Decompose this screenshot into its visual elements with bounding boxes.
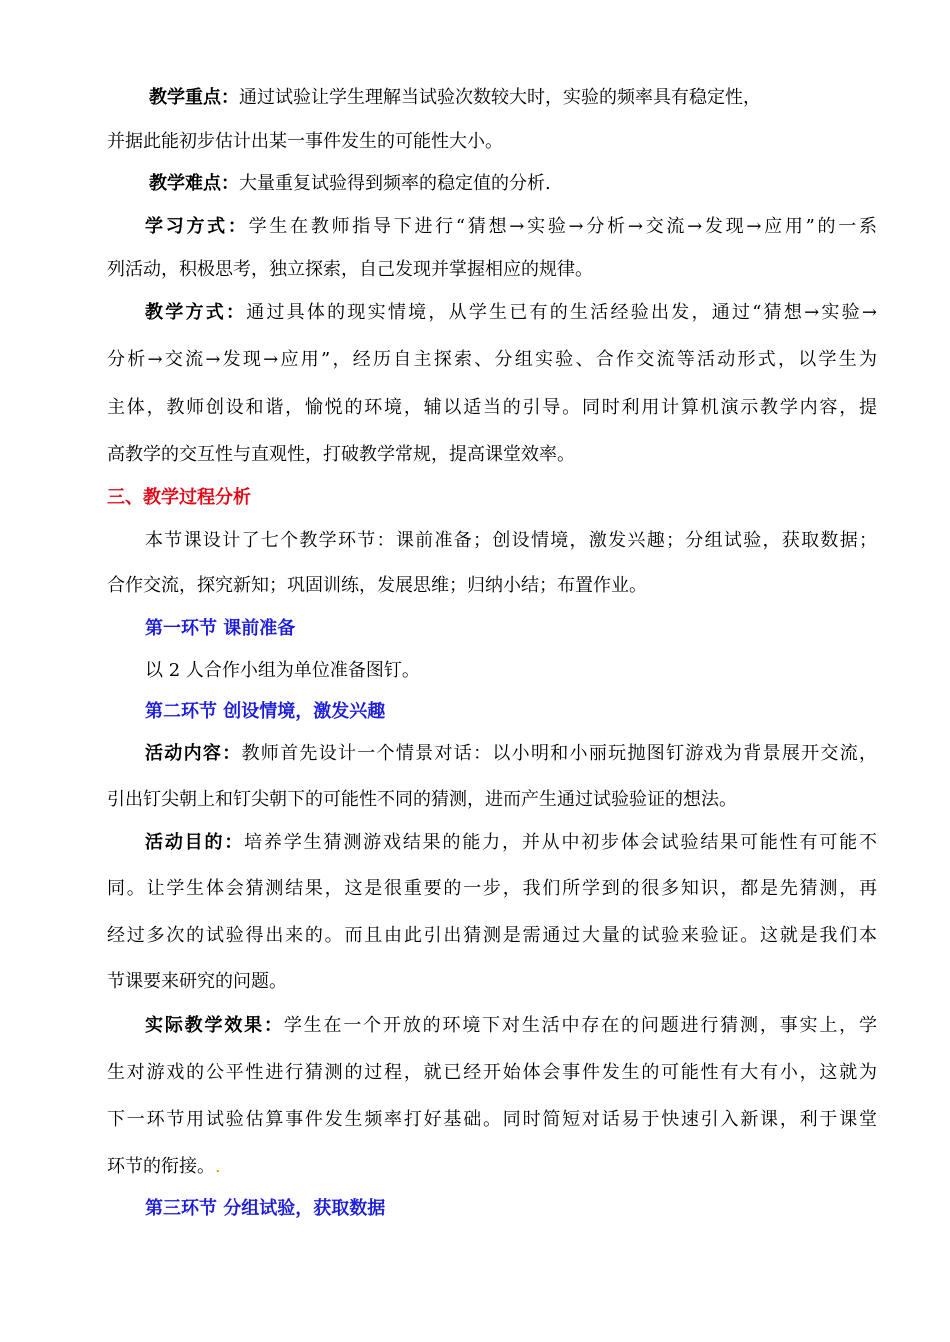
teaching-method-text: 通过具体的现实情境，从学生已有的生活经验出发，通过“猜想→实验→: [246, 302, 877, 323]
difficult-points-label: 教学难点：: [149, 173, 239, 194]
learning-method-label: 学习方式：: [145, 216, 249, 237]
teaching-method-line-3: 主体，教师创设和谐，愉悦的环境，辅以适当的引导。同时利用计算机演示教学内容，提: [107, 397, 877, 418]
learning-method-text: 学生在教师指导下进行“猜想→实验→分析→交流→发现→应用”的一系: [248, 216, 878, 237]
teaching-method-line-1: [145, 301, 877, 325]
section-3-line-2: 合作交流，探究新知；巩固训练，发展思维；归纳小结；布置作业。: [107, 575, 647, 596]
key-points-text: 通过试验让学生理解当试验次数较大时，实验的频率具有稳定性，: [239, 87, 761, 108]
section-3-heading: 三、教学过程分析: [107, 487, 251, 508]
activity-purpose-label: 活动目的：: [145, 832, 245, 853]
activity-purpose-line-4: 节课要来研究的问题。: [107, 971, 287, 992]
step-2-heading: 第二环节 创设情境，激发兴趣: [145, 701, 386, 722]
key-points-line-1: [149, 86, 919, 110]
teaching-effect-line-2: 生对游戏的公平性进行猜测的过程，就已经开始体会事件发生的可能性有大有小，这就为: [107, 1062, 877, 1083]
learning-method-line-2: 列活动，积极思考，独立探索，自己发现并掌握相应的规律。: [107, 259, 593, 280]
difficult-points-text: 大量重复试验得到频率的稳定值的分析.: [239, 173, 551, 194]
teaching-effect-line-3: 下一环节用试验估算事件发生频率打好基础。同时简短对话易于快速引入新课，利于课堂: [107, 1109, 877, 1130]
activity-purpose-text: 培养学生猜测游戏结果的能力，并从中初步体会试验结果可能性有可能不: [244, 832, 878, 853]
teaching-method-line-2: 分析→交流→发现→应用”，经历自主探索、分组实验、合作交流等活动形式，以学生为: [107, 349, 877, 370]
teaching-effect-line-1: [145, 1014, 877, 1038]
key-points-line-2: 并据此能初步估计出某一事件发生的可能性大小。: [107, 131, 503, 152]
activity-content-line-2: 引出钉尖朝上和钉尖朝下的可能性不同的猜测，进而产生通过试验验证的想法。: [107, 789, 737, 810]
teaching-method-line-4: 高教学的交互性与直观性，打破教学常规，提高课堂效率。: [107, 444, 575, 465]
step-1-line-1: 以 2 人合作小组为单位准备图钉。: [145, 660, 420, 681]
learning-method-line-1: [145, 215, 877, 239]
activity-content-label: 活动内容：: [145, 743, 242, 764]
orange-mark: .: [215, 1156, 221, 1177]
section-3-line-1: 本节课设计了七个教学环节：课前准备；创设情境，激发兴趣；分组试验，获取数据；: [145, 530, 877, 551]
teaching-effect-text: 学生在一个开放的环境下对生活中存在的问题进行猜测，事实上，学: [283, 1015, 878, 1036]
teaching-effect-line-4: [107, 1155, 877, 1179]
step-1-heading: 第一环节 课前准备: [145, 618, 296, 639]
key-points-label: 教学重点：: [149, 87, 239, 108]
activity-content-line-1: [145, 742, 877, 766]
step-3-heading: 第三环节 分组试验，获取数据: [145, 1198, 386, 1219]
activity-purpose-line-1: [145, 831, 877, 855]
teaching-effect-line-4-text: 环节的衔接。: [107, 1156, 215, 1177]
activity-purpose-line-2: 同。让学生体会猜测结果，这是很重要的一步，我们所学到的很多知识，都是先猜测，再: [107, 878, 877, 899]
activity-content-text: 教师首先设计一个情景对话：以小明和小丽玩抛图钉游戏为背景展开交流，: [241, 743, 878, 764]
teaching-method-label: 教学方式：: [145, 302, 247, 323]
teaching-effect-label: 实际教学效果：: [145, 1015, 284, 1036]
difficult-points-line: [149, 172, 919, 196]
activity-purpose-line-3: 经过多次的试验得出来的。而且由此引出猜测是需通过大量的试验来验证。这就是我们本: [107, 925, 877, 946]
